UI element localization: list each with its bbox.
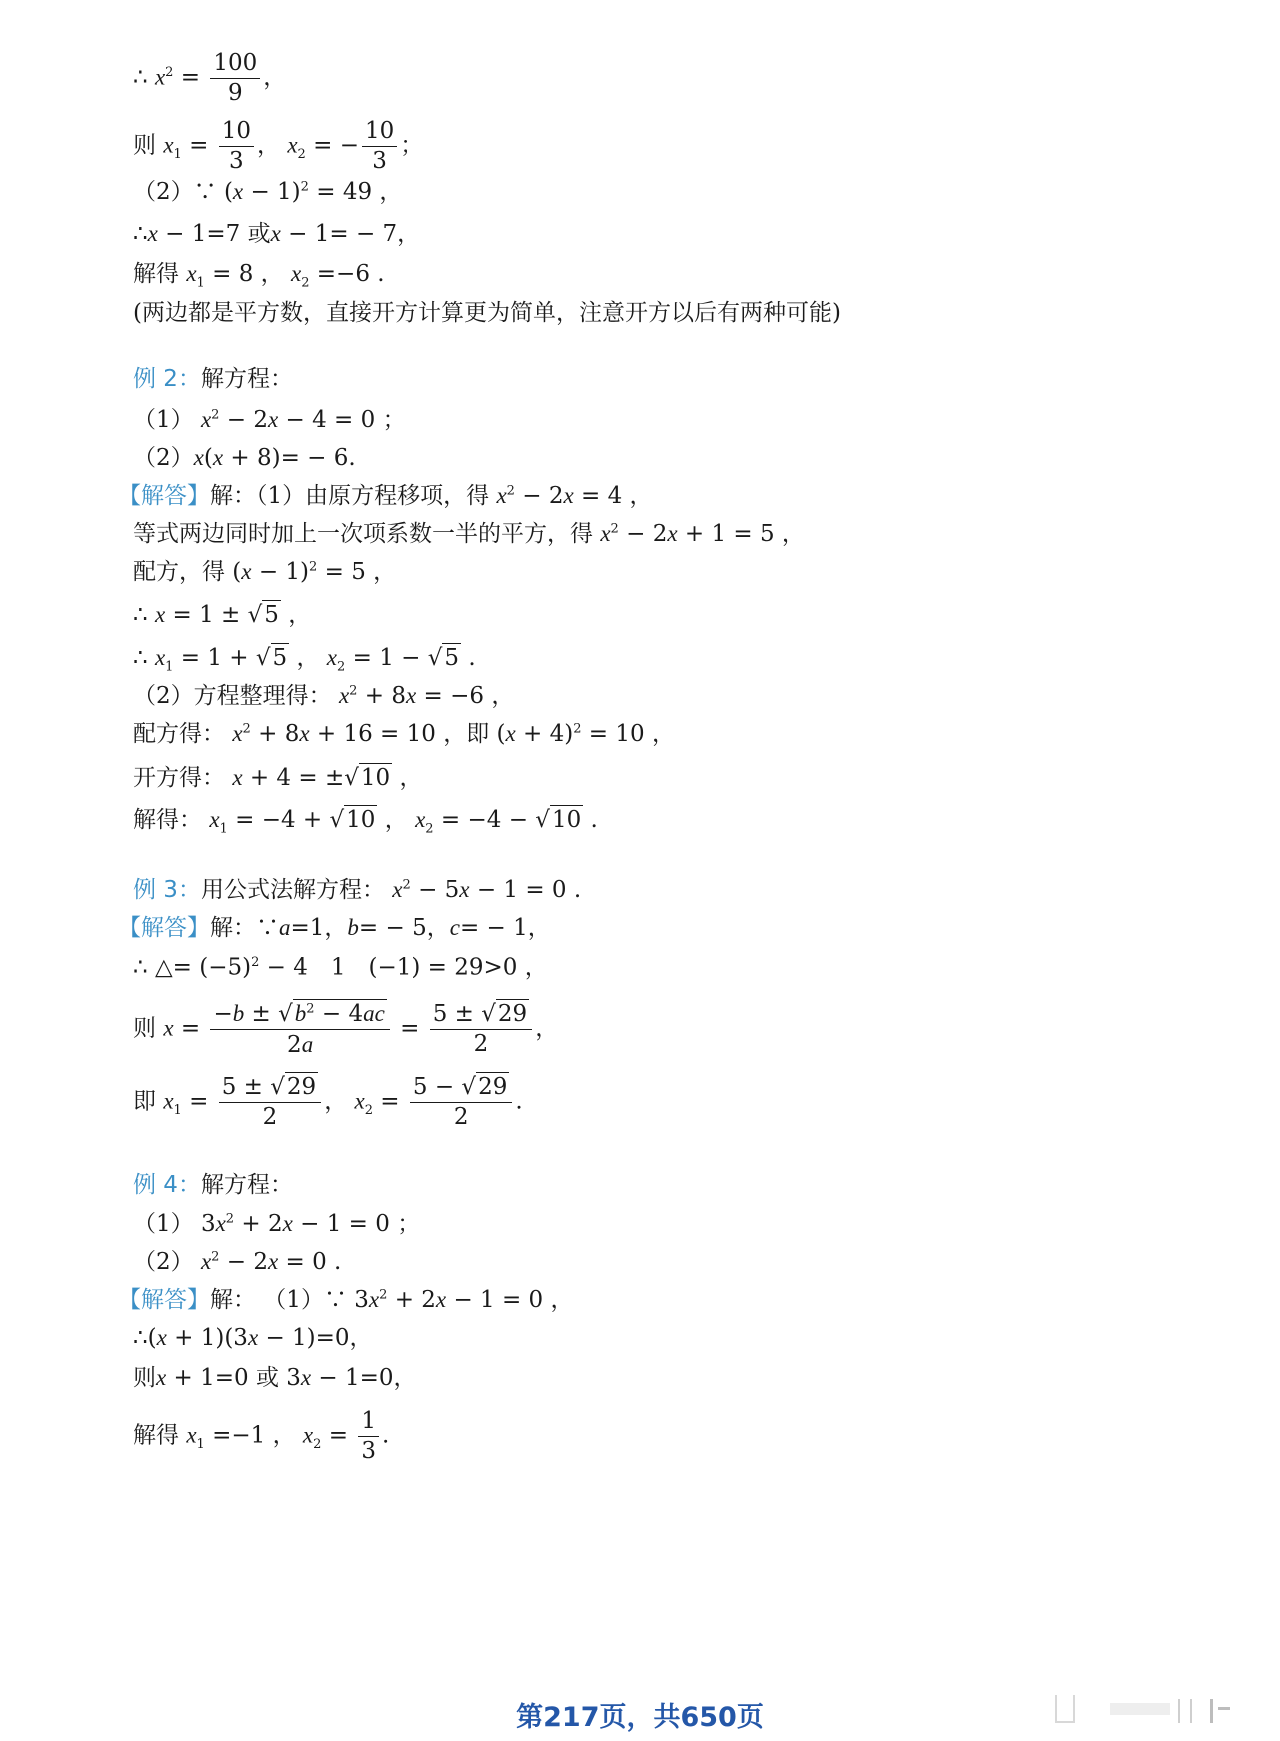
solution-line: ∴ x = 1 ± √5 ， xyxy=(133,602,312,628)
solution-line: ∴x − 1=7 或x − 1= − 7， xyxy=(133,221,421,247)
solution-line: ∴ $x^2$ = $\frac{100}{9}$ ， xyxy=(133,50,287,106)
note-line: (两边都是平方数，直接开方计算更为简单，注意开方以后有两种可能) xyxy=(133,300,841,326)
solution-line: 等式两边同时加上一次项系数一半的平方，得 $x^2 - 2x + 1 = 5$ ， xyxy=(133,521,805,547)
problem-line: （1） $3x^2 + 2x - 1 = 0$ ； xyxy=(133,1211,421,1237)
problem-line: （1） $x^2 - 2x - 4 = 0$ ； xyxy=(133,407,406,433)
solution-line: 解得： $x_1 = -4 + √10$ ， $x_2 = -4 - √10$ . xyxy=(133,807,598,837)
scan-marks xyxy=(1050,1693,1250,1729)
solution-line: 【解答】解：∵a=1，b= − 5，c= − 1， xyxy=(118,915,551,941)
solution-line: （2）∵ $(x - 1)^2 = 49$ ， xyxy=(133,179,403,205)
solution-line: （2）方程整理得： $x^2 + 8x = -6$ ， xyxy=(133,683,515,709)
solution-line: 【解答】解： （1）∵ $3x^2 + 2x - 1 = 0$ ， xyxy=(118,1287,574,1313)
example-heading: 例 3：用公式法解方程： $x^2 - 5x - 1 = 0$ . xyxy=(133,877,582,903)
solution-line: 解得 $x_1 =-1$ ， $x_2$ = $\frac{1}{3}$ . xyxy=(133,1408,390,1464)
problem-line: （2）x(x + 8)= − 6. xyxy=(133,445,356,471)
solution-line: 则 $x_1$ = $\frac{10}{3}$ ， $x_2$ = − $\frac{10}{3}$ ； xyxy=(133,118,424,174)
example-label: 例 4： xyxy=(133,1172,201,1198)
solution-line: ∴ $x_1 = 1 + √5$ ， $x_2 = 1 - √5$ . xyxy=(133,645,476,675)
solution-line: 解得 $x_1 = 8$ ， $x_2 =-6$ . xyxy=(133,261,385,291)
answer-label: 【解答】 xyxy=(118,915,210,941)
solution-line: 配方得： $x^2 + 8x + 16 = 10$ ，即 $(x + 4)^2 = 10$ ， xyxy=(133,721,675,747)
solution-line: 【解答】解：（1）由原方程移项，得 $x^2 - 2x = 4$ ， xyxy=(118,483,653,509)
example-label: 例 3： xyxy=(133,877,201,903)
solution-line: 则 x = $\frac{-b \pm √b^2 - 4ac}{2a}$ = $\frac{5 \pm √29}{2}$ ， xyxy=(133,1001,559,1058)
solution-line: 开方得： x + 4 = ±√10 ， xyxy=(133,765,423,791)
solution-line: 则x + 1=0 或 3x − 1=0， xyxy=(133,1365,417,1391)
answer-label: 【解答】 xyxy=(118,1287,210,1313)
example-label: 例 2： xyxy=(133,366,201,392)
solution-line: 即 $x_1$ = $\frac{5 \pm √29}{2}$ ， $x_2$ = $\frac{5 - √29}{2}$ . xyxy=(133,1074,523,1130)
example-heading: 例 4：解方程： xyxy=(133,1172,293,1198)
solution-line: ∴(x + 1)(3x − 1)=0， xyxy=(133,1325,373,1351)
problem-line: （2） $x^2 - 2x = 0$ . xyxy=(133,1249,342,1275)
solution-line: ∴ △= $(-5)^2 - 4$ 1 (−1) = 29>0 ， xyxy=(133,954,548,981)
solution-line: 配方，得 $(x - 1)^2 = 5$ ， xyxy=(133,559,397,585)
page-number: 第217页，共650页 xyxy=(516,1702,764,1733)
example-heading: 例 2：解方程： xyxy=(133,366,293,392)
answer-label: 【解答】 xyxy=(118,483,210,509)
